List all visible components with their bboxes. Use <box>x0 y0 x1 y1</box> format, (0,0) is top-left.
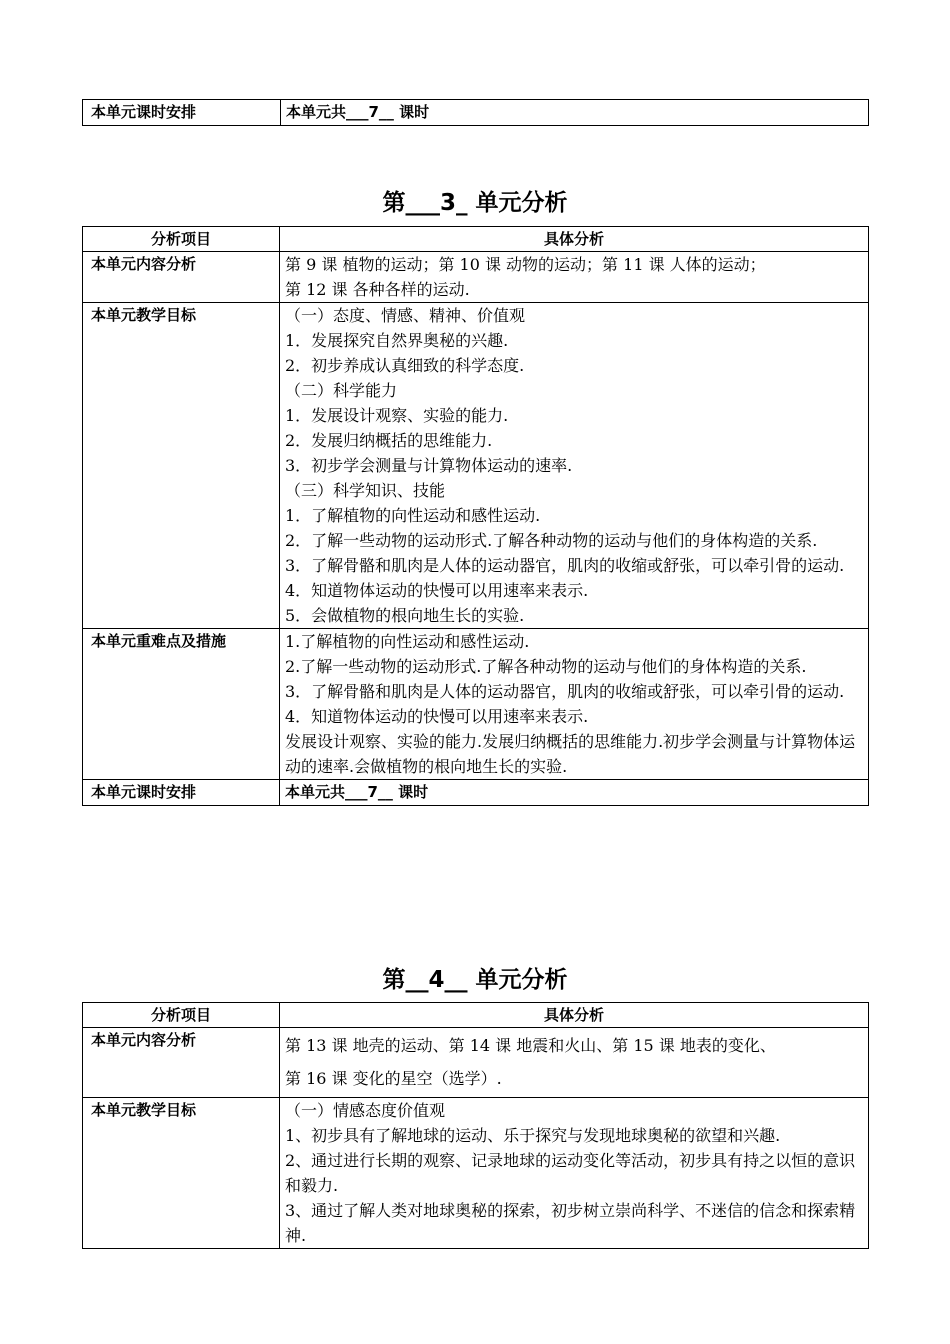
table-row <box>83 780 869 806</box>
content-cell <box>280 252 869 303</box>
col-detail-header: 具体分析 <box>280 227 869 252</box>
col-item-header: 分析项目 <box>83 1003 280 1028</box>
goal-line: 2．了解一些动物的运动形式.了解各种动物的运动与他们的身体构造的关系. <box>285 531 818 550</box>
key-line: 3．了解骨骼和肌肉是人体的运动器官，肌肉的收缩或舒张，可以牵引骨的运动. <box>285 682 845 701</box>
goal-line: 3、通过了解人类对地球奥秘的探索，初步树立崇尚科学、不迷信的信念和探索精神. <box>285 1201 856 1245</box>
goal-line: 3．了解骨骼和肌肉是人体的运动器官，肌肉的收缩或舒张，可以牵引骨的运动. <box>285 556 845 575</box>
key-line: 2.了解一些动物的运动形式.了解各种动物的运动与他们的身体构造的关系. <box>285 657 807 676</box>
table-row <box>83 252 869 303</box>
goal-line: 1．发展设计观察、实验的能力. <box>285 406 509 425</box>
table-row <box>83 100 869 126</box>
unit4-table <box>82 1002 869 1249</box>
hours-value: 本单元共___7__ 课时 <box>281 100 869 126</box>
goal-line: 1．了解植物的向性运动和感性运动. <box>285 506 541 525</box>
table-row <box>83 303 869 629</box>
table-row <box>83 1098 869 1249</box>
goals-cell <box>280 1098 869 1249</box>
goals-label: 本单元教学目标 <box>83 303 280 629</box>
table-header-row <box>83 1003 869 1028</box>
goal-line: （三）科学知识、技能 <box>285 481 446 500</box>
goal-line: 5．会做植物的根向地生长的实验. <box>285 606 525 625</box>
key-line: 4．知道物体运动的快慢可以用速率来表示. <box>285 707 589 726</box>
content-line: 第 13 课 地壳的运动、第 14 课 地震和火山、第 15 课 地表的变化、 <box>285 1036 776 1055</box>
goal-line: （一）情感态度价值观 <box>285 1101 446 1120</box>
unit3-heading: 第___3_ 单元分析 <box>382 190 568 216</box>
hours-value: 本单元共___7__ 课时 <box>280 780 869 806</box>
table-row <box>83 1028 869 1098</box>
key-line: 发展设计观察、实验的能力.发展归纳概括的思维能力.初步学会测量与计算物体运动的速率.会做植物的根向地生长的实验. <box>285 732 856 776</box>
table-header-row <box>83 227 869 252</box>
top-hours-table <box>82 99 869 126</box>
goal-line: 3．初步学会测量与计算物体运动的速率. <box>285 456 573 475</box>
table-row <box>83 629 869 780</box>
content-cell <box>280 1028 869 1098</box>
content-line: 第 16 课 变化的星空（选学）. <box>285 1069 502 1088</box>
goal-line: 2．发展归纳概括的思维能力. <box>285 431 493 450</box>
unit4-heading: 第__4__ 单元分析 <box>382 967 568 993</box>
goals-cell <box>280 303 869 629</box>
goal-line: （二）科学能力 <box>285 381 398 400</box>
col-item-header: 分析项目 <box>83 227 280 252</box>
content-label: 本单元内容分析 <box>83 1028 280 1098</box>
goal-line: 2．初步养成认真细致的科学态度. <box>285 356 525 375</box>
goal-line: 4．知道物体运动的快慢可以用速率来表示. <box>285 581 589 600</box>
hours-label: 本单元课时安排 <box>83 780 280 806</box>
goals-label: 本单元教学目标 <box>83 1098 280 1249</box>
col-detail-header: 具体分析 <box>280 1003 869 1028</box>
hours-label: 本单元课时安排 <box>83 100 281 126</box>
key-points-cell <box>280 629 869 780</box>
content-label: 本单元内容分析 <box>83 252 280 303</box>
key-line: 1.了解植物的向性运动和感性运动. <box>285 632 530 651</box>
goal-line: 1、初步具有了解地球的运动、乐于探究与发现地球奥秘的欲望和兴趣. <box>285 1126 781 1145</box>
unit3-table <box>82 226 869 806</box>
goal-line: 1．发展探究自然界奥秘的兴趣. <box>285 331 509 350</box>
content-line: 第 9 课 植物的运动；第 10 课 动物的运动；第 11 课 人体的运动； <box>285 255 766 274</box>
goal-line: （一）态度、情感、精神、价值观 <box>285 306 526 325</box>
content-line: 第 12 课 各种各样的运动. <box>285 280 470 299</box>
goal-line: 2、通过进行长期的观察、记录地球的运动变化等活动，初步具有持之以恒的意识和毅力. <box>285 1151 856 1195</box>
key-points-label: 本单元重难点及措施 <box>83 629 280 780</box>
